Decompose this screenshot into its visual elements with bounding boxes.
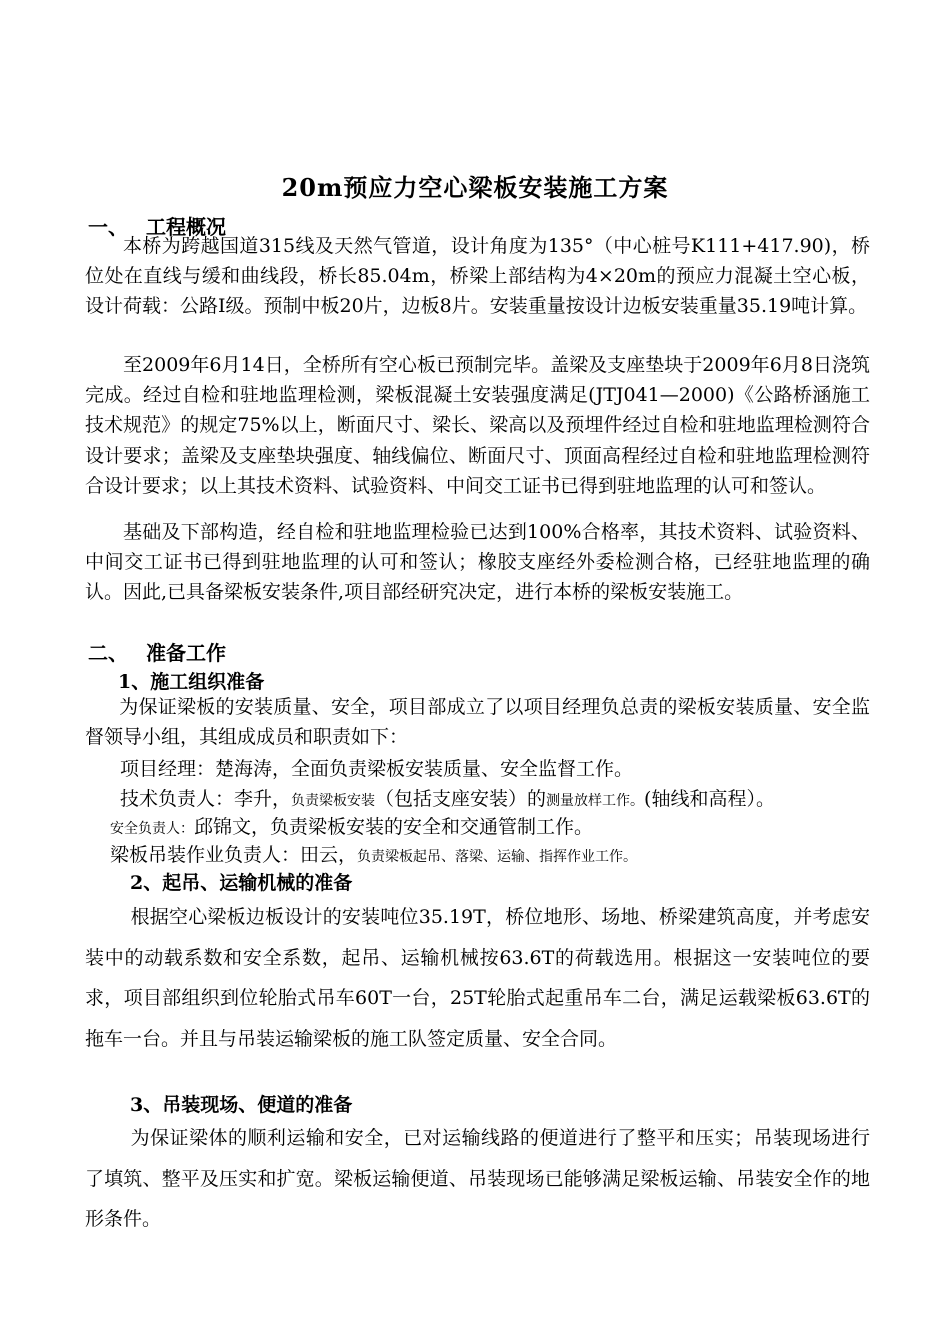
subsection-2-heading: 2、起吊、运输机械的准备	[130, 872, 353, 894]
subsection-1-heading: 1、施工组织准备	[118, 671, 265, 693]
role-technical-lead-duty-1: 负责梁板安装	[291, 793, 376, 809]
role-lifting-lead-duty: 负责梁板起吊、落梁、运输、指挥作业工作。	[357, 849, 638, 865]
section-2-title: 准备工作	[146, 641, 226, 665]
role-technical-lead-duty-2: （包括支座安装）的	[375, 788, 547, 810]
role-lifting-lead-name: 梁板吊装作业负责人：田云，	[110, 844, 358, 866]
subsection-1-paragraph: 为保证梁板的安装质量、安全，项目部成立了以项目经理负总责的梁板安装质量、安全监督领导小组，其组成成员和职责如下：	[85, 696, 870, 749]
role-technical-lead	[120, 784, 775, 811]
section-2-heading	[88, 637, 226, 666]
section-2-number: 二、	[88, 641, 128, 665]
role-technical-lead-duty-4: (轴线和高程）。	[644, 788, 775, 810]
section-1-paragraph-2: 至2009年6月14日，全桥所有空心板已预制完毕。盖梁及支座垫块于2009年6月8日浇筑完成。经过自检和驻地监理检测，梁板混凝土安装强度满足(JTJ041—2000)《公路桥涵施工技术规范》的规定75%以上，断面尺寸、梁长、梁高以及预埋件经过自检和驻地监理检测符合设计要求；盖梁及支座垫块强度、轴线偏位、断面尺寸、顶面高程经过自检和驻地监理检测符合设计要求；以上其技术资料、试验资料、中间交工证书已得到驻地监理的认可和签认。	[85, 354, 870, 497]
subsection-2-paragraph: 根据空心梁板边板设计的安装吨位35.19T，桥位地形、场地、桥梁建筑高度，并考虑安装中的动载系数和安全系数，起吊、运输机械按63.6T的荷载选用。根据这一安装吨位的要求，项目部组织到位轮胎式吊车60T一台，25T轮胎式起重吊车二台，满足运载梁板63.6T的拖车一台。并且与吊装运输梁板的施工队签定质量、安全合同。	[85, 906, 870, 1050]
role-project-manager: 项目经理：楚海涛，全面负责梁板安装质量、安全监督工作。	[120, 758, 634, 780]
role-technical-lead-name: 技术负责人：李升，	[120, 788, 292, 810]
document-title: 20m预应力空心梁板安装施工方案	[281, 173, 669, 202]
role-lifting-lead	[110, 840, 637, 867]
role-safety-lead-text: 邱锦文，负责梁板安装的安全和交通管制工作。	[194, 816, 594, 838]
subsection-3-paragraph: 为保证梁体的顺利运输和安全，已对运输线路的便道进行了整平和压实；吊装现场进行了填筑、整平及压实和扩宽。梁板运输便道、吊装现场已能够满足梁板运输、吊装安全作的地形条件。	[85, 1127, 870, 1230]
role-safety-lead-label: 安全负责人：	[110, 821, 194, 837]
section-1-title: 工程概况	[146, 215, 226, 239]
section-1-number: 一、	[88, 215, 128, 239]
subsection-3-heading: 3、吊装现场、便道的准备	[130, 1094, 353, 1116]
role-technical-lead-duty-3: 测量放样工作。	[546, 793, 645, 809]
section-1-paragraph-3: 基础及下部构造，经自检和驻地监理检验已达到100%合格率，其技术资料、试验资料、中间交工证书已得到驻地监理的认可和签认；橡胶支座经外委检测合格，已经驻地监理的确认。因此,已具备梁板安装条件,项目部经研究决定，进行本桥的梁板安装施工。	[85, 521, 870, 604]
role-safety-lead	[110, 812, 593, 839]
section-1-paragraph-1: 本桥为跨越国道315线及天然气管道，设计角度为135°（中心桩号K111+417.90)，桥位处在直线与缓和曲线段，桥长85.04m，桥梁上部结构为4×20m的预应力混凝土空心板，设计荷载：公路Ⅰ级。预制中板20片，边板8片。安装重量按设计边板安装重量35.19吨计算。	[85, 235, 870, 318]
